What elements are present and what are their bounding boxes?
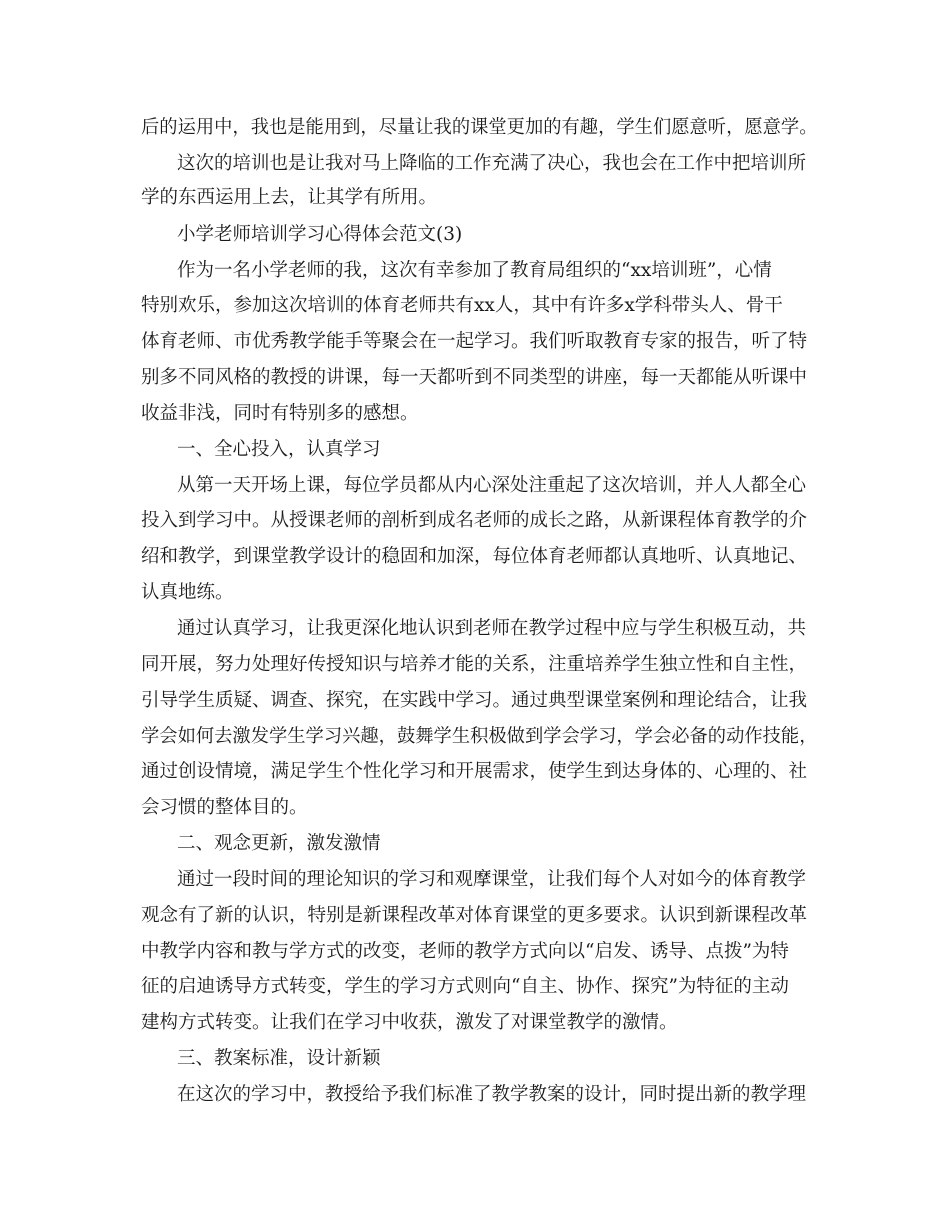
paragraph-line: 在这次的学习中，教授给予我们标准了教学教案的设计，同时提出新的教学理 [177, 1084, 807, 1105]
paragraph-line: 通过认真学习，让我更深化地认识到老师在教学过程中应与学生积极互动，共 [177, 618, 807, 639]
paragraph-line: 会习惯的整体目的。 [141, 797, 308, 818]
paragraph-line: 观念有了新的认识，特别是新课程改革对体育课堂的更多要求。认识到新课程改革 [141, 905, 808, 926]
section-heading: 一、全心投入，认真学习 [177, 439, 381, 460]
paragraph-line: 征的启迪诱导方式转变，学生的学习方式则向“自主、协作、探究”为特征的主动 [141, 976, 789, 997]
section-title: 小学老师培训学习心得体会范文(3) [177, 224, 463, 245]
paragraph-line: 从第一天开场上课，每位学员都从内心深处注重起了这次培训，并人人都全心 [177, 475, 807, 496]
paragraph-line: 学会如何去激发学生学习兴趣，鼓舞学生积极做到学会学习，学会必备的动作技能， [141, 726, 818, 747]
paragraph-line: 特别欢乐，参加这次培训的体育老师共有xx人，其中有许多x学科带头人、骨干 [141, 295, 783, 316]
paragraph-line: 引导学生质疑、调查、探究，在实践中学习。通过典型课堂案例和理论结合，让我 [141, 690, 808, 711]
paragraph-line: 作为一名小学老师的我，这次有幸参加了教育局组织的“xx培训班”，心情 [177, 260, 772, 281]
paragraph-line: 通过创设情境，满足学生个性化学习和开展需求，使学生到达身体的、心理的、社 [141, 761, 808, 782]
paragraph-line: 后的运用中，我也是能用到，尽量让我的课堂更加的有趣，学生们愿意听，愿意学。 [141, 117, 818, 138]
paragraph-line: 通过一段时间的理论知识的学习和观摩课堂，让我们每个人对如今的体育教学 [177, 869, 807, 890]
paragraph-line: 收益非浅，同时有特别多的感想。 [141, 403, 419, 424]
paragraph-line: 认真地练。 [141, 582, 234, 603]
paragraph-line: 这次的培训也是让我对马上降临的工作充满了决心，我也会在工作中把培训所 [177, 153, 807, 174]
paragraph-line: 中教学内容和教与学方式的改变，老师的教学方式向以“启发、诱导、点拨”为特 [141, 941, 789, 962]
paragraph-line: 投入到学习中。从授课老师的剖析到成名老师的成长之路，从新课程体育教学的介 [141, 510, 808, 531]
paragraph-line: 建构方式转变。让我们在学习中收获，激发了对课堂教学的激情。 [141, 1012, 678, 1033]
section-heading: 二、观念更新，激发激情 [177, 833, 381, 854]
paragraph-line: 体育老师、市优秀教学能手等聚会在一起学习。我们听取教育专家的报告，听了特 [141, 331, 808, 352]
paragraph-line: 绍和教学，到课堂教学设计的稳固和加深，每位体育老师都认真地听、认真地记、 [141, 546, 808, 567]
paragraph-line: 学的东西运用上去，让其学有所用。 [141, 187, 438, 208]
paragraph-line: 别多不同风格的教授的讲课，每一天都听到不同类型的讲座，每一天都能从听课中 [141, 367, 808, 388]
section-heading: 三、教案标准，设计新颖 [177, 1048, 381, 1069]
paragraph-line: 同开展，努力处理好传授知识与培养才能的关系，注重培养学生独立性和自主性， [141, 654, 808, 675]
